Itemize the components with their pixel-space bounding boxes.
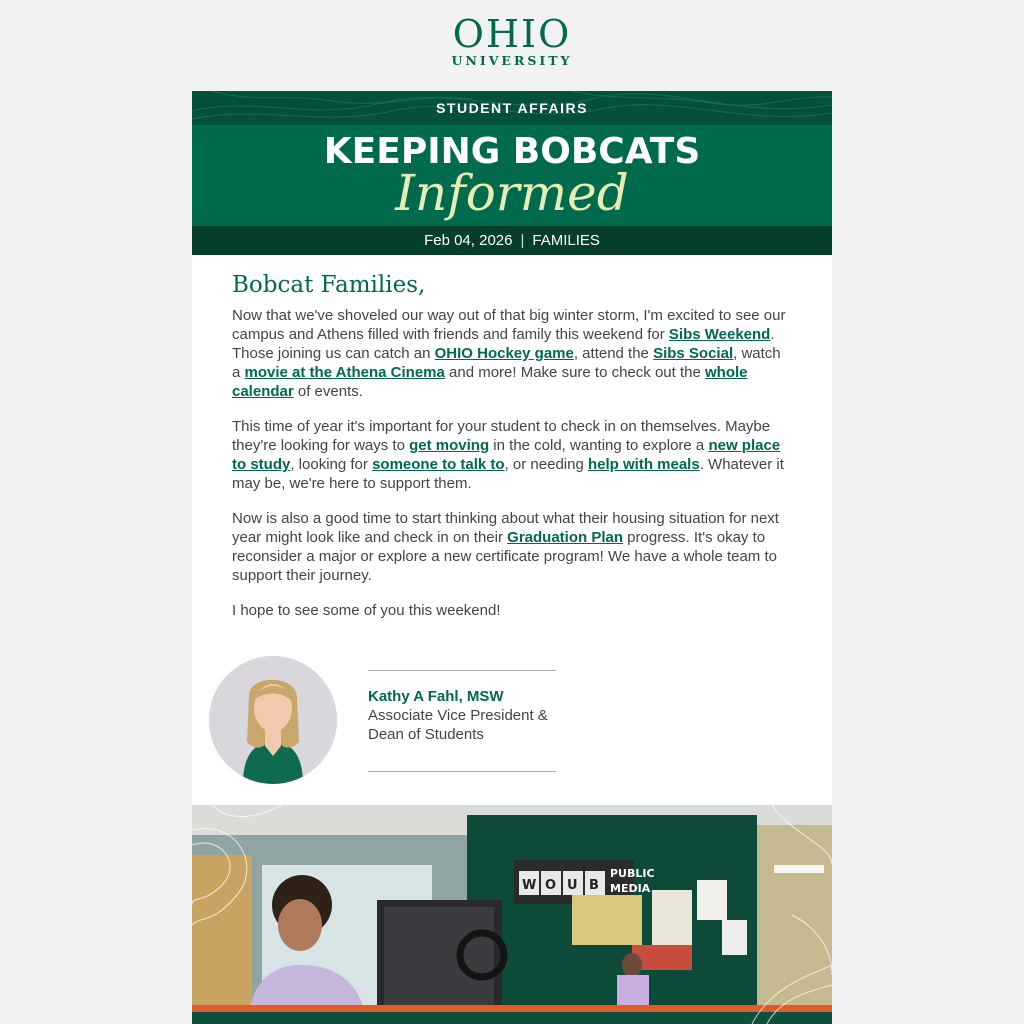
- paragraph-2: [232, 417, 792, 493]
- signer-name: Kathy A Fahl, MSW: [368, 688, 504, 705]
- whole-calendar-link[interactable]: whole calendar: [232, 364, 748, 400]
- someone-to-talk-to-link[interactable]: someone to talk to: [372, 456, 505, 473]
- banner-section-bar: [192, 91, 832, 125]
- new-place-to-study-link[interactable]: new place to study: [232, 437, 781, 473]
- sign-letter-b: B: [589, 878, 599, 893]
- signature-portrait: [209, 656, 337, 784]
- sign-letter-o: O: [545, 878, 557, 893]
- text-run: . Those joining us can catch an: [232, 326, 775, 362]
- signer-title: Associate Vice President & Dean of Students: [368, 707, 548, 743]
- text-run: and more! Make sure to check out the: [444, 364, 705, 381]
- ohio-university-logo[interactable]: [0, 14, 1024, 68]
- banner-meta-bar: [192, 226, 832, 255]
- section-label: STUDENT AFFAIRS: [436, 100, 588, 116]
- audience-label: FAMILIES: [532, 232, 600, 249]
- sign-public: PUBLIC: [610, 867, 655, 880]
- newsletter-card: [192, 91, 832, 805]
- paragraph-4: I hope to see some of you this weekend!: [232, 602, 501, 619]
- text-run: progress. It's okay to reconsider a major or explore a new certificate program! We have a whole team to support their journey.: [232, 529, 777, 584]
- text-run: . Whatever it may be, we're here to support them.: [232, 456, 784, 492]
- newsletter-title-script: Informed: [395, 164, 629, 222]
- portrait-illustration: [209, 656, 337, 784]
- text-run: , or needing: [504, 456, 588, 473]
- sign-letter-u: U: [567, 878, 578, 893]
- letter-body: [232, 270, 792, 636]
- banner-title-area: [192, 125, 832, 226]
- text-run: in the cold, wanting to explore a: [489, 437, 709, 454]
- paragraph-1: [232, 306, 792, 401]
- meta-separator: |: [520, 232, 525, 249]
- text-run: Now that we've shoveled our way out of that big winter storm, I'm excited to see our campus and Athens filled with friends and family this weekend for: [232, 307, 786, 343]
- text-run: This time of year it's important for your student to check in on themselves. Maybe they're looking for ways to: [232, 418, 771, 454]
- text-run: , looking for: [290, 456, 373, 473]
- text-run: , watch a: [232, 345, 781, 381]
- sibs-social-link[interactable]: Sibs Social: [653, 345, 734, 362]
- issue-date: Feb 04, 2026: [424, 232, 513, 249]
- greeting-heading: Bobcat Families,: [232, 272, 426, 298]
- sign-media: MEDIA: [610, 882, 651, 895]
- logo-wordmark: OHIO: [452, 12, 572, 56]
- newsletter-title: KEEPING BOBCATS: [323, 131, 701, 172]
- sibs-weekend-link[interactable]: Sibs Weekend: [668, 326, 771, 343]
- woub-studio-illustration: [192, 805, 832, 1024]
- sign-letter-w: W: [522, 878, 537, 893]
- get-moving-link[interactable]: get moving: [409, 437, 490, 454]
- help-with-meals-link[interactable]: help with meals: [588, 456, 700, 473]
- athena-cinema-link[interactable]: movie at the Athena Cinema: [244, 364, 445, 381]
- text-run: Now is also a good time to start thinking about what their housing situation for next year might look like and check in on their: [232, 510, 779, 546]
- text-run: , attend the: [573, 345, 654, 362]
- graduation-plan-link[interactable]: Graduation Plan: [507, 529, 624, 546]
- logo-subtext: UNIVERSITY: [451, 53, 573, 68]
- text-run: of events.: [293, 383, 363, 400]
- hero-photo: [192, 805, 832, 1024]
- ohio-hockey-link[interactable]: OHIO Hockey game: [434, 345, 574, 362]
- paragraph-3: [232, 509, 792, 585]
